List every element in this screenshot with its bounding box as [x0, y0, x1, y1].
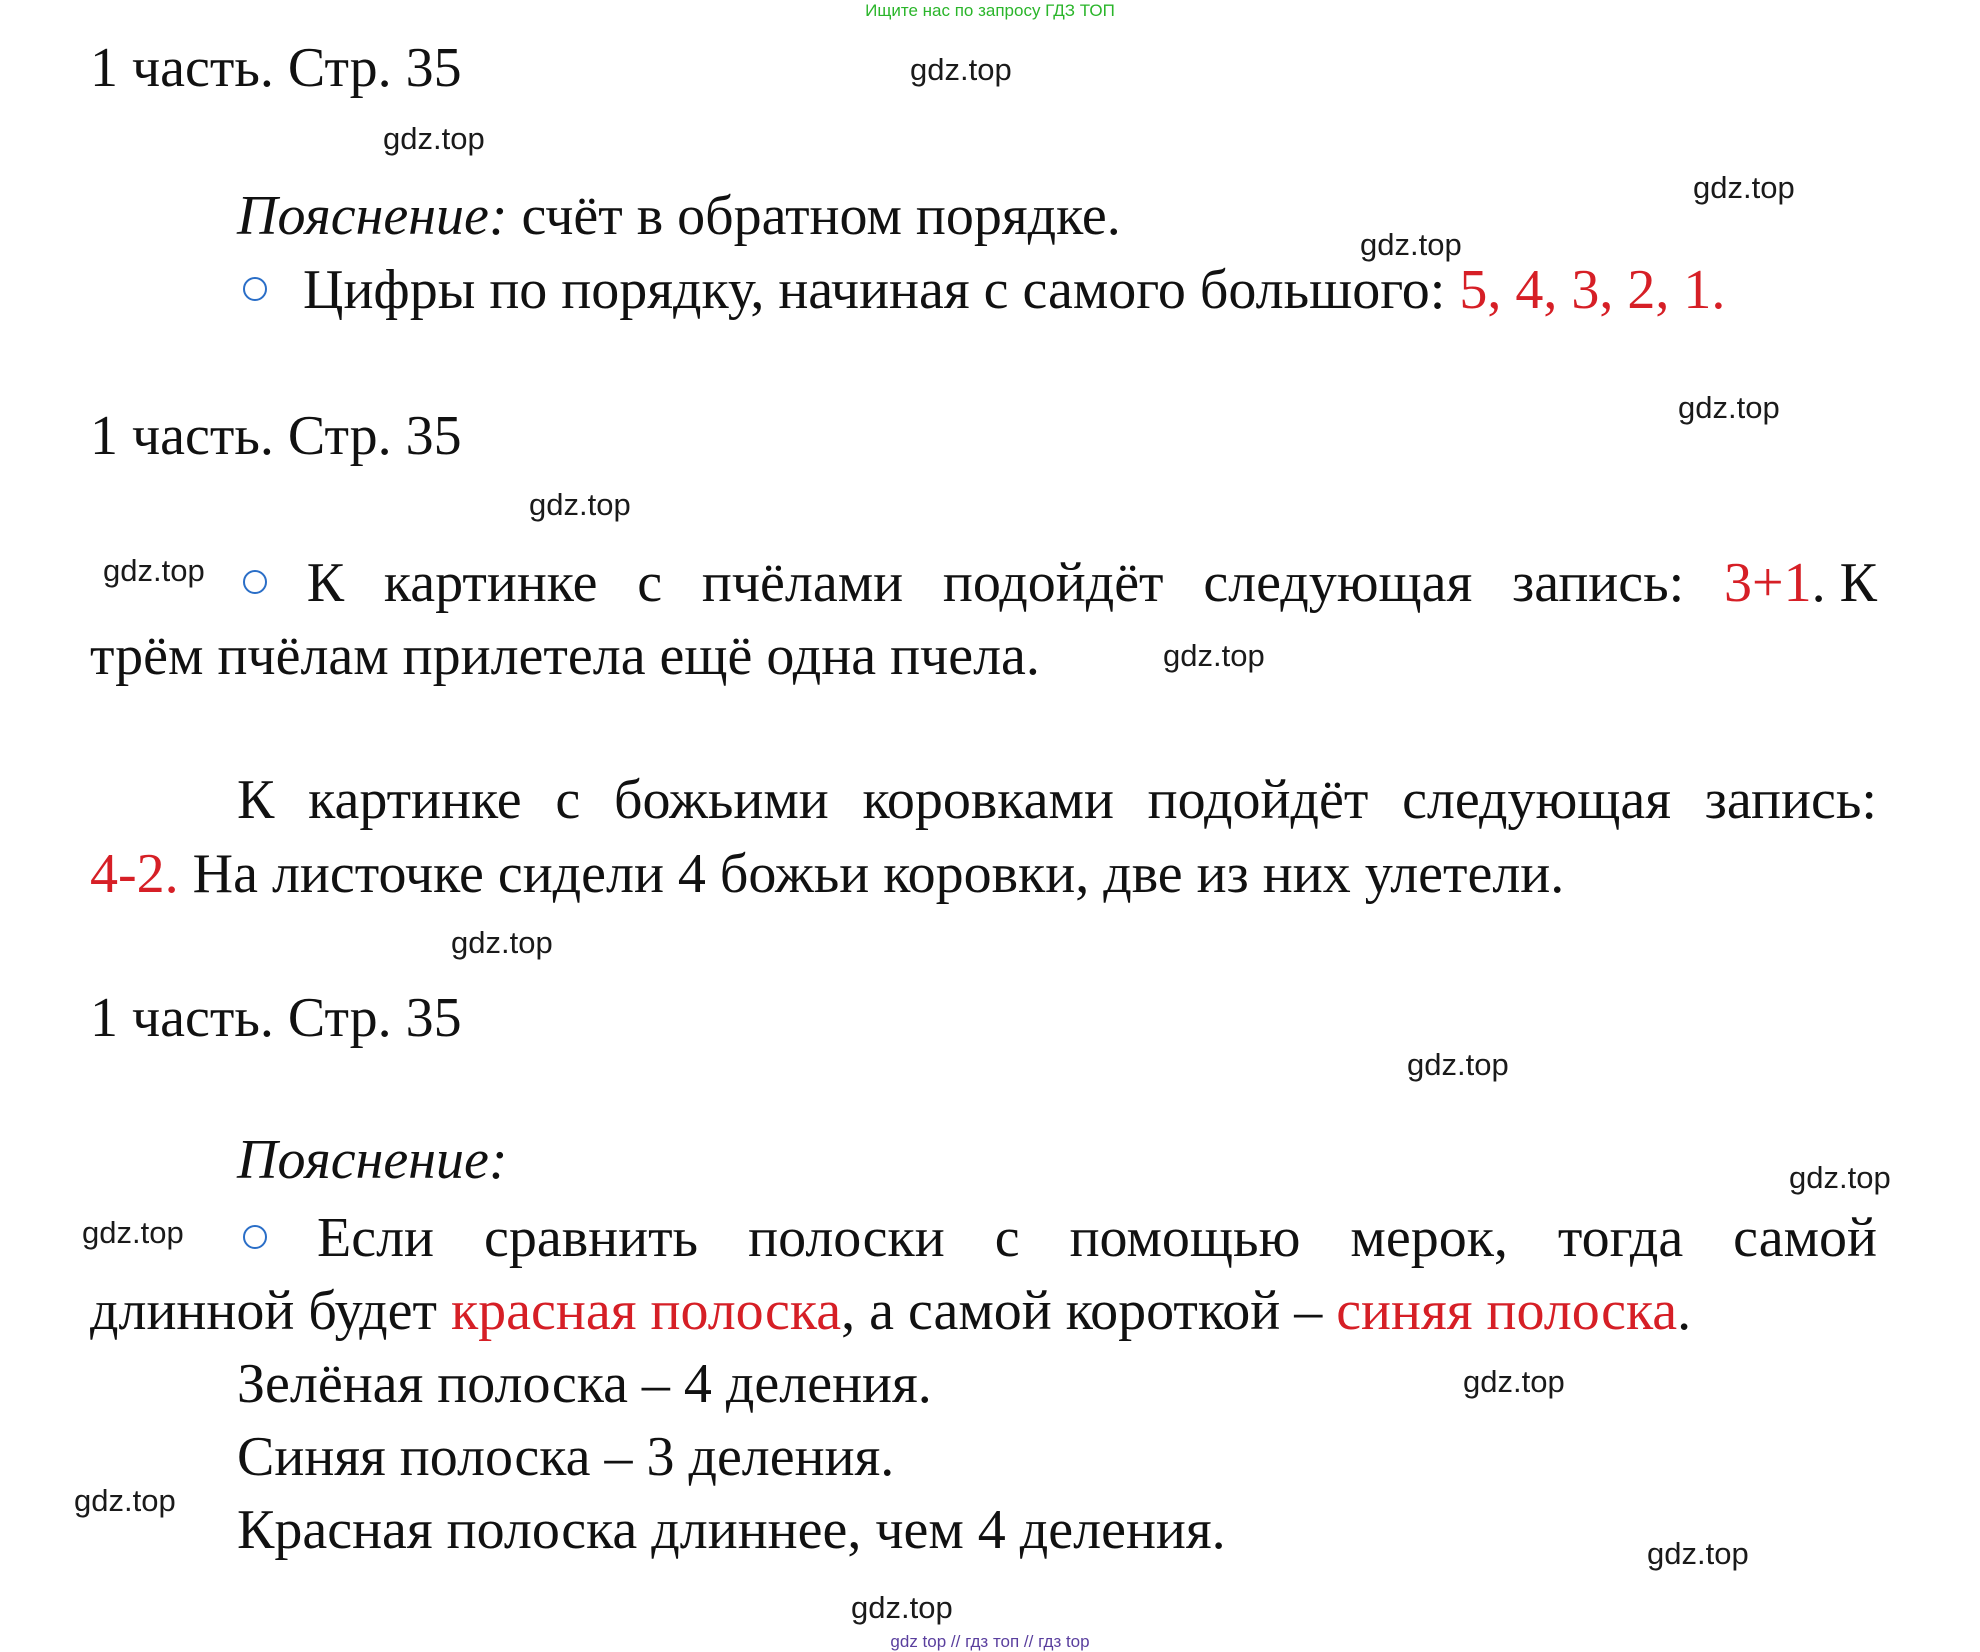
watermark: gdz.top — [82, 1215, 184, 1250]
top-banner: Ищите нас по запросу ГДЗ ТОП — [865, 1, 1115, 20]
justified-line — [237, 769, 1877, 831]
answer-group — [1724, 552, 1877, 614]
word: следующая — [1402, 769, 1672, 831]
watermark: gdz.top — [1647, 1536, 1749, 1571]
word: . К — [1811, 552, 1877, 614]
section3-p1-line1 — [243, 1207, 1877, 1269]
word: сравнить — [483, 1207, 699, 1269]
text: , а самой короткой – — [841, 1280, 1337, 1342]
explanation-text: счёт в обратном порядке. — [507, 185, 1121, 247]
section2-p2-line2 — [90, 843, 1565, 905]
section1-bullet — [243, 259, 1726, 321]
word: запись: — [1512, 552, 1685, 614]
justified-line — [243, 552, 1877, 614]
word: помощью — [1069, 1207, 1301, 1269]
line-red-strip: Красная полоска длиннее, чем 4 деления. — [237, 1499, 1226, 1561]
watermark: gdz.top — [74, 1483, 176, 1518]
bullet-circle-icon — [243, 1210, 267, 1266]
answer: 4-2. — [90, 843, 179, 905]
answer-blue-strip: синяя полоска — [1336, 1280, 1678, 1342]
explanation-label: Пояснение: — [237, 185, 508, 247]
line-green-strip: Зелёная полоска – 4 деления. — [237, 1353, 932, 1415]
word: с — [994, 1207, 1020, 1269]
section2-p1-line1 — [243, 552, 1877, 614]
footer: gdz top // гдз топ // гдз top — [890, 1632, 1090, 1651]
word: с — [555, 769, 581, 831]
bullet-circle-icon — [243, 555, 267, 611]
word: Если — [317, 1207, 434, 1269]
bullet-text: Цифры по порядку, начиная с самого большого: — [303, 259, 1460, 321]
word: коровками — [862, 769, 1114, 831]
watermark: gdz.top — [1678, 390, 1780, 425]
watermark: gdz.top — [1693, 170, 1795, 205]
section1-explanation — [237, 185, 1121, 247]
word: картинке — [308, 769, 522, 831]
watermark: gdz.top — [1407, 1047, 1509, 1082]
section3-explanation-label: Пояснение: — [237, 1129, 508, 1191]
watermark: gdz.top — [910, 52, 1012, 87]
bullet-circle-icon — [243, 277, 267, 301]
watermark: gdz.top — [529, 487, 631, 522]
word: запись: — [1704, 769, 1877, 831]
watermark: gdz.top — [851, 1590, 953, 1625]
word: К — [237, 769, 275, 831]
watermark: gdz.top — [103, 553, 205, 588]
word: следующая — [1203, 552, 1473, 614]
text: . — [1677, 1280, 1692, 1342]
line-blue-strip: Синяя полоска – 3 деления. — [237, 1426, 895, 1488]
word: картинке — [383, 552, 598, 614]
word: К — [306, 552, 345, 614]
word: с — [637, 552, 663, 614]
text: длинной будет — [90, 1280, 451, 1342]
section3-heading: 1 часть. Стр. 35 — [90, 987, 462, 1049]
section1-heading: 1 часть. Стр. 35 — [90, 37, 462, 99]
watermark: gdz.top — [451, 925, 553, 960]
word: пчёлами — [701, 552, 904, 614]
section2-heading: 1 часть. Стр. 35 — [90, 405, 462, 467]
watermark: gdz.top — [1163, 638, 1265, 673]
word: божьими — [614, 769, 829, 831]
watermark: gdz.top — [1360, 227, 1462, 262]
bullet-answer: 5, 4, 3, 2, 1. — [1459, 259, 1726, 321]
word: мерок, — [1350, 1207, 1508, 1269]
justified-line — [243, 1207, 1877, 1269]
word: подойдёт — [1147, 769, 1369, 831]
word: тогда — [1557, 1207, 1684, 1269]
word: самой — [1733, 1207, 1877, 1269]
watermark: gdz.top — [1789, 1160, 1891, 1195]
text: На листочке сидели 4 божьи коровки, две из них улетели. — [178, 843, 1565, 905]
section2-p2-line1 — [237, 769, 1877, 831]
section2-p1-line2: трём пчёлам прилетела ещё одна пчела. — [90, 625, 1040, 687]
section3-p1-line2 — [90, 1280, 1692, 1342]
word: полоски — [748, 1207, 945, 1269]
answer: 3+1 — [1724, 552, 1812, 614]
watermark: gdz.top — [383, 121, 485, 156]
answer-red-strip: красная полоска — [450, 1280, 842, 1342]
watermark: gdz.top — [1463, 1364, 1565, 1399]
word: подойдёт — [942, 552, 1164, 614]
